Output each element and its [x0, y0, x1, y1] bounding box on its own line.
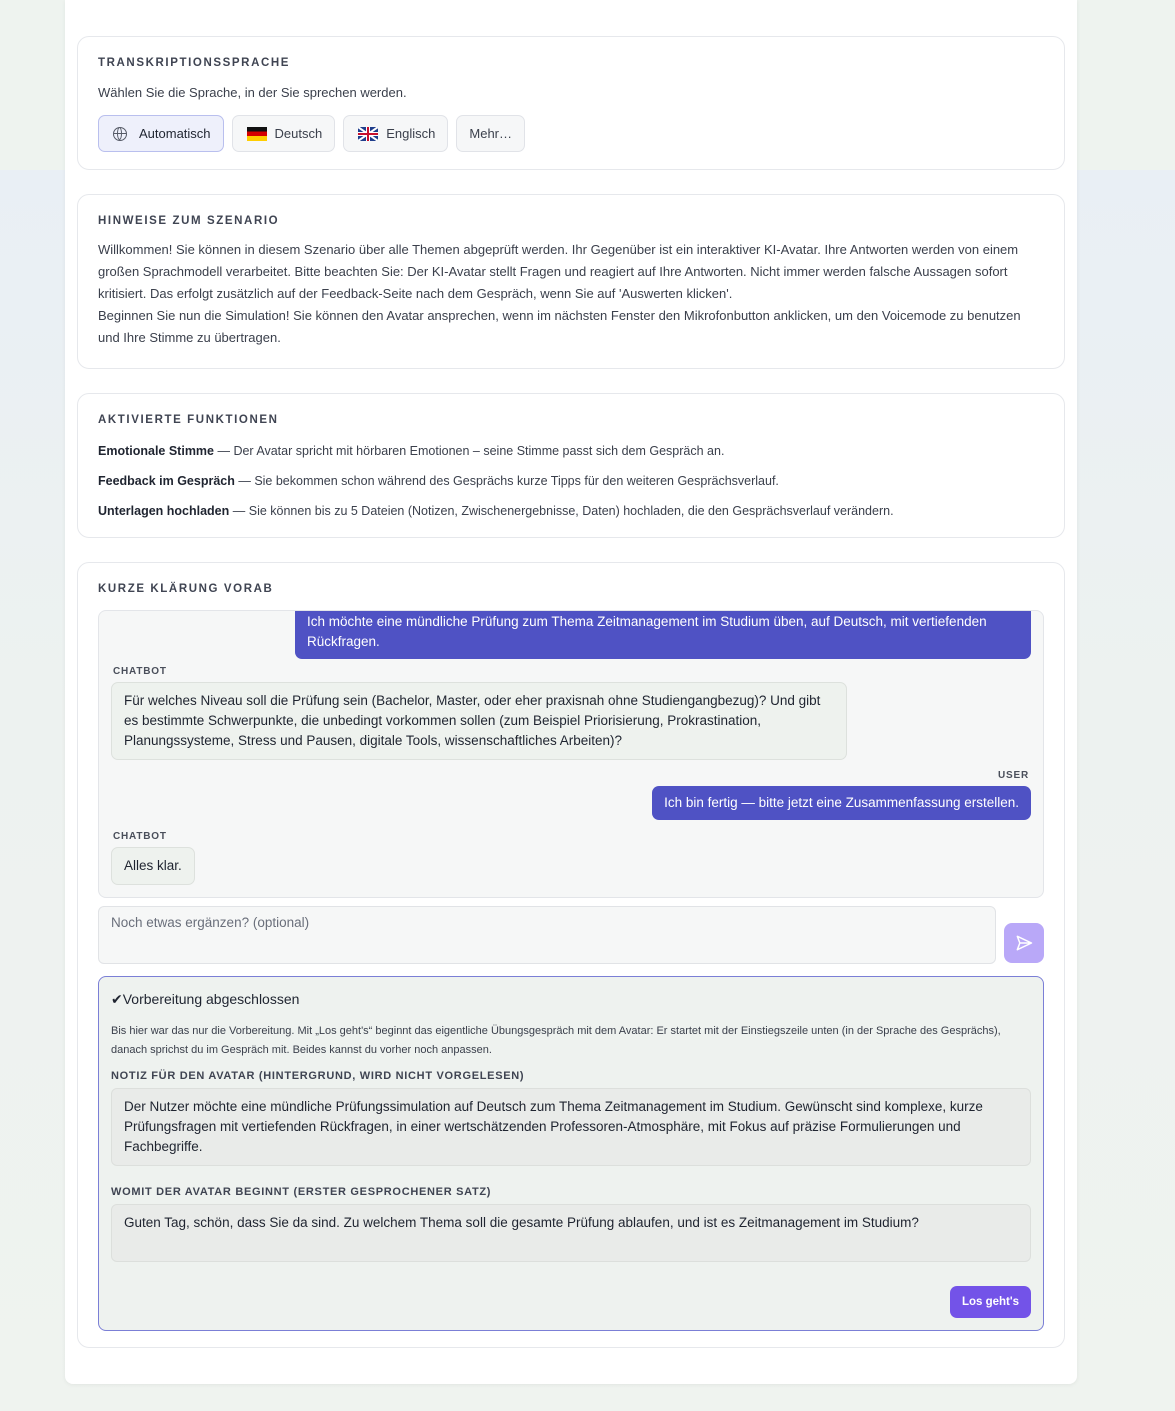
- clarify-title: KURZE KLÄRUNG VORAB: [98, 583, 274, 595]
- prep-panel: [98, 976, 1044, 1331]
- opener-label: WOMIT DER AVATAR BEGINNT (ERSTER GESPROCHENER SATZ): [111, 1186, 492, 1198]
- chat-input[interactable]: [98, 906, 996, 964]
- feature-name: Emotionale Stimme: [98, 444, 214, 458]
- send-button[interactable]: [1004, 923, 1044, 963]
- language-title: TRANSKRIPTIONSSPRACHE: [98, 57, 291, 69]
- send-icon: [1014, 933, 1034, 953]
- scenario-paragraph-2: Beginnen Sie nun die Simulation! Sie können den Avatar ansprechen, wenn im nächsten Fenster den Mikrofonbutton anklicken, um den Voicemode zu benutzen und Ihre Stimme zu übertragen.: [98, 308, 1021, 345]
- globe-icon: [113, 127, 127, 141]
- chat-message-user: Ich bin fertig — bitte jetzt eine Zusammenfassung erstellen.: [652, 786, 1031, 820]
- chat-role-label: USER: [998, 770, 1029, 781]
- note-field[interactable]: Der Nutzer möchte eine mündliche Prüfungssimulation auf Deutsch zum Thema Zeitmanagement im Studium. Gewünscht sind komplexe, kurze Prüfungsfragen mit vertiefenden Rückfragen, in einer wertschätzenden Professoren-Atmosphäre, mit Fokus auf präzise Formulierungen und Fachbegriffe.: [111, 1088, 1031, 1166]
- features-title: AKTIVIERTE FUNKTIONEN: [98, 414, 279, 426]
- feature-feedback: [98, 472, 1044, 490]
- chat-log[interactable]: [98, 610, 1044, 898]
- flag-uk-icon: [358, 127, 378, 141]
- chat-message-user: Ich möchte eine mündliche Prüfung zum Thema Zeitmanagement im Studium üben, auf Deutsch, mit vertiefenden Rückfragen.: [295, 610, 1031, 659]
- feature-upload: [98, 502, 1044, 520]
- chat-message-bot: Alles klar.: [111, 847, 195, 885]
- opener-field[interactable]: Guten Tag, schön, dass Sie da sind. Zu welchem Thema soll die gesamte Prüfung ablaufen, und ist es Zeitmanagement im Studium?: [111, 1204, 1031, 1262]
- feature-desc: — Sie können bis zu 5 Dateien (Notizen, Zwischenergebnisse, Daten) hochladen, die den Gesprächsverlauf verändern.: [229, 504, 894, 518]
- language-option-more[interactable]: [456, 115, 525, 152]
- language-card: [77, 36, 1065, 170]
- scenario-paragraph-1: Willkommen! Sie können in diesem Szenario über alle Themen abgeprüft werden. Ihr Gegenüber ist ein interaktiver KI-Avatar. Ihre Antworten werden von einem großen Sprachmodell verarbeitet. Bitte beachten Sie: Der KI-Avatar stellt Fragen und reagiert auf Ihre Antworten. Nicht immer werden falsche Aussagen sofort kritisiert. Das erfolgt zusätzlich auf der Feedback-Seite nach dem Gespräch, wenn Sie auf 'Auswerten klicken'.: [98, 242, 1019, 301]
- content-panel: [65, 0, 1077, 1384]
- prep-title-text: Vorbereitung abgeschlossen: [122, 991, 300, 1007]
- language-options: [98, 115, 1044, 152]
- chat-message-bot: Für welches Niveau soll die Prüfung sein (Bachelor, Master, oder eher praxisnah ohne Studiengangbezug)? Und gibt es bestimmte Schwerpunkte, die unbedingt vorkommen sollen (zum Beispiel Priorisierung, Prokrastination, Planungssysteme, Stress und Pausen, digitale Tools, wissenschaftliches Arbeiten)?: [111, 682, 847, 760]
- prep-title: [111, 991, 1031, 1008]
- note-label: NOTIZ FÜR DEN AVATAR (HINTERGRUND, WIRD NICHT VORGELESEN): [111, 1070, 525, 1082]
- scenario-card: [77, 194, 1065, 369]
- feature-name: Feedback im Gespräch: [98, 474, 235, 488]
- feature-emotional-voice: [98, 442, 1044, 460]
- feature-desc: — Sie bekommen schon während des Gesprächs kurze Tipps für den weiteren Gesprächsverlauf.: [234, 474, 779, 488]
- chat-input-row: [98, 906, 1044, 964]
- language-option-label: Mehr…: [469, 126, 513, 141]
- check-icon: ✔: [111, 991, 123, 1007]
- scenario-title: HINWEISE ZUM SZENARIO: [98, 215, 280, 227]
- feature-desc: — Der Avatar spricht mit hörbaren Emotionen – seine Stimme passt sich dem Gespräch an.: [214, 444, 725, 458]
- language-option-label: Englisch: [386, 126, 436, 141]
- language-option-label: Deutsch: [274, 126, 323, 141]
- language-option-english[interactable]: [343, 115, 448, 152]
- clarify-card: [77, 562, 1065, 1348]
- feature-name: Unterlagen hochladen: [98, 504, 230, 518]
- language-option-label: Automatisch: [139, 126, 211, 141]
- flag-de-icon: [247, 127, 267, 141]
- features-card: [77, 393, 1065, 538]
- chat-role-label: CHATBOT: [113, 666, 167, 677]
- language-option-automatic[interactable]: [98, 115, 224, 152]
- chat-role-label: CHATBOT: [113, 831, 167, 842]
- prep-description: Bis hier war das nur die Vorbereitung. Mit „Los geht's“ beginnt das eigentliche Übungsgespräch mit dem Avatar: Er startet mit der Einstiegszeile unten (in der Sprache des Gesprächs), danach sprichst du im Gespräch mit. Beides kannst du vorher noch anpassen.: [111, 1025, 1001, 1056]
- start-button[interactable]: Los geht's: [950, 1286, 1031, 1318]
- language-description: Wählen Sie die Sprache, in der Sie sprechen werden.: [98, 85, 407, 100]
- language-option-german[interactable]: [232, 115, 336, 152]
